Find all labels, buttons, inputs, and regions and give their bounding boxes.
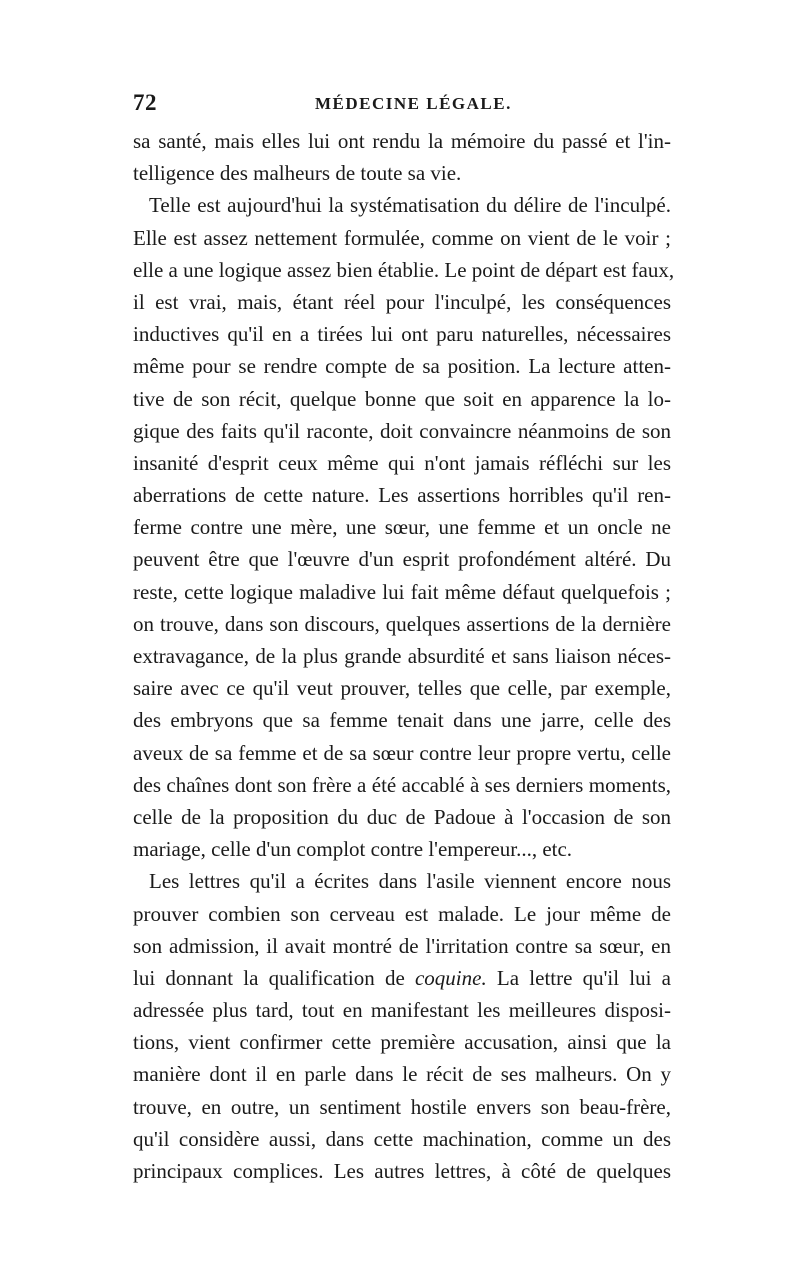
paragraph-1 [133,125,671,189]
running-head [133,90,671,120]
paragraph-2 [133,189,675,865]
text-line: tive de son récit, quelque bonne que soit en apparence la lo- [133,386,671,411]
text-line: des embryons que sa femme tenait dans une jarre, celle des [133,708,671,733]
text-line: reste, cette logique maladive lui fait même défaut quelquefois ; [133,579,671,604]
text-line: même pour se rendre compte de sa position. La lecture atten- [133,354,671,379]
text-line-with-italic [133,962,671,994]
text-line: mariage, celle d'un complot contre l'empereur..., etc. [133,837,573,862]
text-line: des chaînes dont son frère a été accablé à ses derniers moments, [133,772,671,797]
text-line-start: lui donnant la qualification de [133,965,415,990]
text-line: inductives qu'il en a tirées lui ont paru naturelles, nécessaires [133,322,671,347]
text-line: celle de la proposition du duc de Padoue à l'occasion de son [133,804,671,829]
text-line: gique des faits qu'il raconte, doit convaincre néanmoins de son [133,418,671,443]
text-line: insanité d'esprit ceux même qui n'ont jamais réfléchi sur les [133,450,671,475]
text-line: ferme contre une mère, une sœur, une femme et un oncle ne [133,515,671,540]
text-line: peuvent être que l'œuvre d'un esprit profondément altéré. Du [133,547,671,572]
text-line: Telle est aujourd'hui la systématisation du délire de l'inculpé. [149,193,671,218]
text-line: manière dont il en parle dans le récit de ses malheurs. On y [133,1062,671,1087]
text-body [133,125,675,1187]
text-line: extravagance, de la plus grande absurdité et sans liaison néces- [133,644,671,668]
text-line: son admission, il avait montré de l'irritation contre sa sœur, en [133,933,671,958]
text-line: aveux de sa femme et de sa sœur contre leur propre vertu, celle [133,740,671,765]
text-line: qu'il considère aussi, dans cette machination, comme un des [133,1126,671,1151]
paragraph-3 [133,865,671,1187]
text-line: on trouve, dans son discours, quelques assertions de la dernière [133,611,671,636]
running-title: MÉDECINE LÉGALE. [315,94,512,113]
text-line: sa santé, mais elles lui ont rendu la mémoire du passé et l'in- [133,129,671,153]
text-line: saire avec ce qu'il veut prouver, telles que celle, par exemple, [133,676,671,701]
text-line: telligence des malheurs de toute sa vie. [133,161,462,186]
italic-word: coquine. [414,965,487,990]
text-line: adressée plus tard, tout en manifestant les meilleures disposi- [133,998,671,1023]
text-line: elle a une logique assez bien établie. Le point de départ est faux, [133,257,675,282]
page-number: 72 [133,90,157,115]
text-line: tions, vient confirmer cette première accusation, ainsi que la [133,1030,671,1055]
text-line: il est vrai, mais, étant réel pour l'inculpé, les conséquences [133,289,671,314]
text-line: Les lettres qu'il a écrites dans l'asile viennent encore nous [149,869,671,894]
text-line-end: La lettre qu'il lui a [486,965,671,990]
text-line: Elle est assez nettement formulée, comme on vient de le voir ; [133,225,671,250]
text-line: principaux complices. Les autres lettres, à côté de quelques [133,1159,671,1183]
text-line: prouver combien son cerveau est malade. Le jour même de [133,901,671,926]
text-line: trouve, en outre, un sentiment hostile envers son beau-frère, [133,1094,671,1119]
text-line: aberrations de cette nature. Les assertions horribles qu'il ren- [133,483,671,508]
